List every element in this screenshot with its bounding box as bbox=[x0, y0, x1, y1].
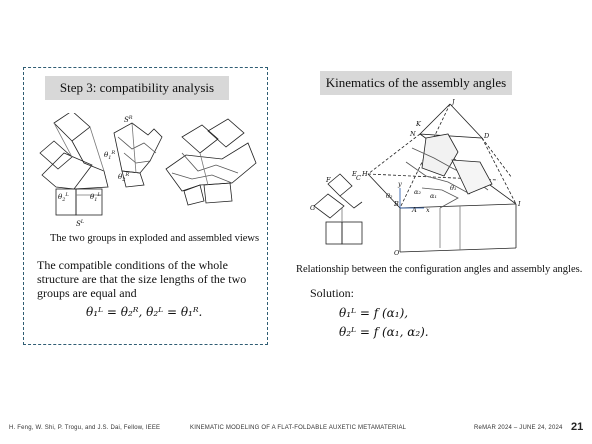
label-x: x bbox=[426, 206, 430, 214]
label-H: H bbox=[362, 170, 368, 178]
label-A: A bbox=[412, 206, 417, 214]
fig-panel bbox=[182, 125, 218, 153]
footer-venue: ReMAR 2024 – JUNE 24, 2024 bbox=[474, 425, 563, 431]
label-I: I bbox=[518, 200, 521, 208]
label-O: O bbox=[394, 249, 400, 256]
label-G: G bbox=[310, 204, 316, 212]
label-J: J bbox=[452, 98, 455, 106]
fig-panel bbox=[42, 153, 92, 189]
sr-label: $S^R$ bbox=[124, 115, 133, 124]
label-alpha2: α₂ bbox=[414, 188, 421, 196]
label-theta2: θ₂ bbox=[386, 192, 393, 200]
fig-panel bbox=[114, 123, 162, 173]
label-y: y bbox=[398, 180, 402, 188]
label-B: B bbox=[394, 200, 399, 208]
step-title: Step 3: compatibility analysis bbox=[45, 76, 229, 100]
label-E: E bbox=[352, 170, 357, 178]
assembly-angles-figure bbox=[302, 98, 552, 256]
label-D: D bbox=[484, 132, 490, 140]
solution-label: Solution: bbox=[310, 286, 355, 300]
fig-panel bbox=[40, 141, 72, 169]
groups-figure bbox=[32, 113, 260, 230]
theta1L-label: $\theta_1^L$ bbox=[90, 192, 101, 203]
footer-authors: H. Feng, W. Shi, P. Trogu, and J.S. Dai, Fellow, IEEE bbox=[9, 425, 161, 431]
theta1R-label: $\theta_1^R$ bbox=[104, 150, 116, 161]
solution-equation-1: θ₁ᴸ = f (α₁), bbox=[339, 306, 409, 320]
kinematics-title: Kinematics of the assembly angles bbox=[320, 71, 512, 95]
left-figure-caption: The two groups in exploded and assembled views bbox=[50, 233, 260, 244]
page-number: 21 bbox=[571, 421, 584, 433]
fig-panel bbox=[54, 113, 90, 141]
label-C: C bbox=[356, 174, 361, 182]
fig-panel bbox=[314, 194, 344, 218]
footer-title: KINEMATIC MODELING OF A FLAT-FOLDABLE AUXETIC METAMATERIAL bbox=[190, 425, 407, 431]
fig-crease bbox=[72, 141, 108, 189]
fig-base-panel bbox=[342, 222, 362, 244]
theta2L-label: $\theta_2^L$ bbox=[58, 192, 69, 203]
fig-panel bbox=[204, 183, 232, 203]
fig-frame bbox=[420, 104, 482, 138]
theta2R-label: $\theta_2^R$ bbox=[118, 172, 130, 183]
right-figure-caption: Relationship between the configuration angles and assembly angles. bbox=[296, 264, 583, 275]
sl-label: $S^L$ bbox=[76, 219, 85, 228]
solution-equation-2: θ₂ᴸ = f (α₁, α₂). bbox=[339, 325, 429, 339]
label-K: K bbox=[416, 120, 421, 128]
label-N: N bbox=[410, 130, 416, 138]
fig-base-panel bbox=[326, 222, 342, 244]
label-F: F bbox=[326, 176, 331, 184]
label-alpha1: α₁ bbox=[430, 192, 437, 200]
label-theta1: θ₁ bbox=[450, 184, 457, 192]
compatibility-paragraph: The compatible conditions of the whole structure are that the size lengths of the two groups are equal and bbox=[37, 258, 247, 300]
fig-panel bbox=[184, 185, 204, 205]
compatibility-equation: θ₁ᴸ = θ₂ᴿ, θ₂ᴸ = θ₁ᴿ. bbox=[86, 305, 203, 319]
fig-panel bbox=[328, 174, 352, 196]
